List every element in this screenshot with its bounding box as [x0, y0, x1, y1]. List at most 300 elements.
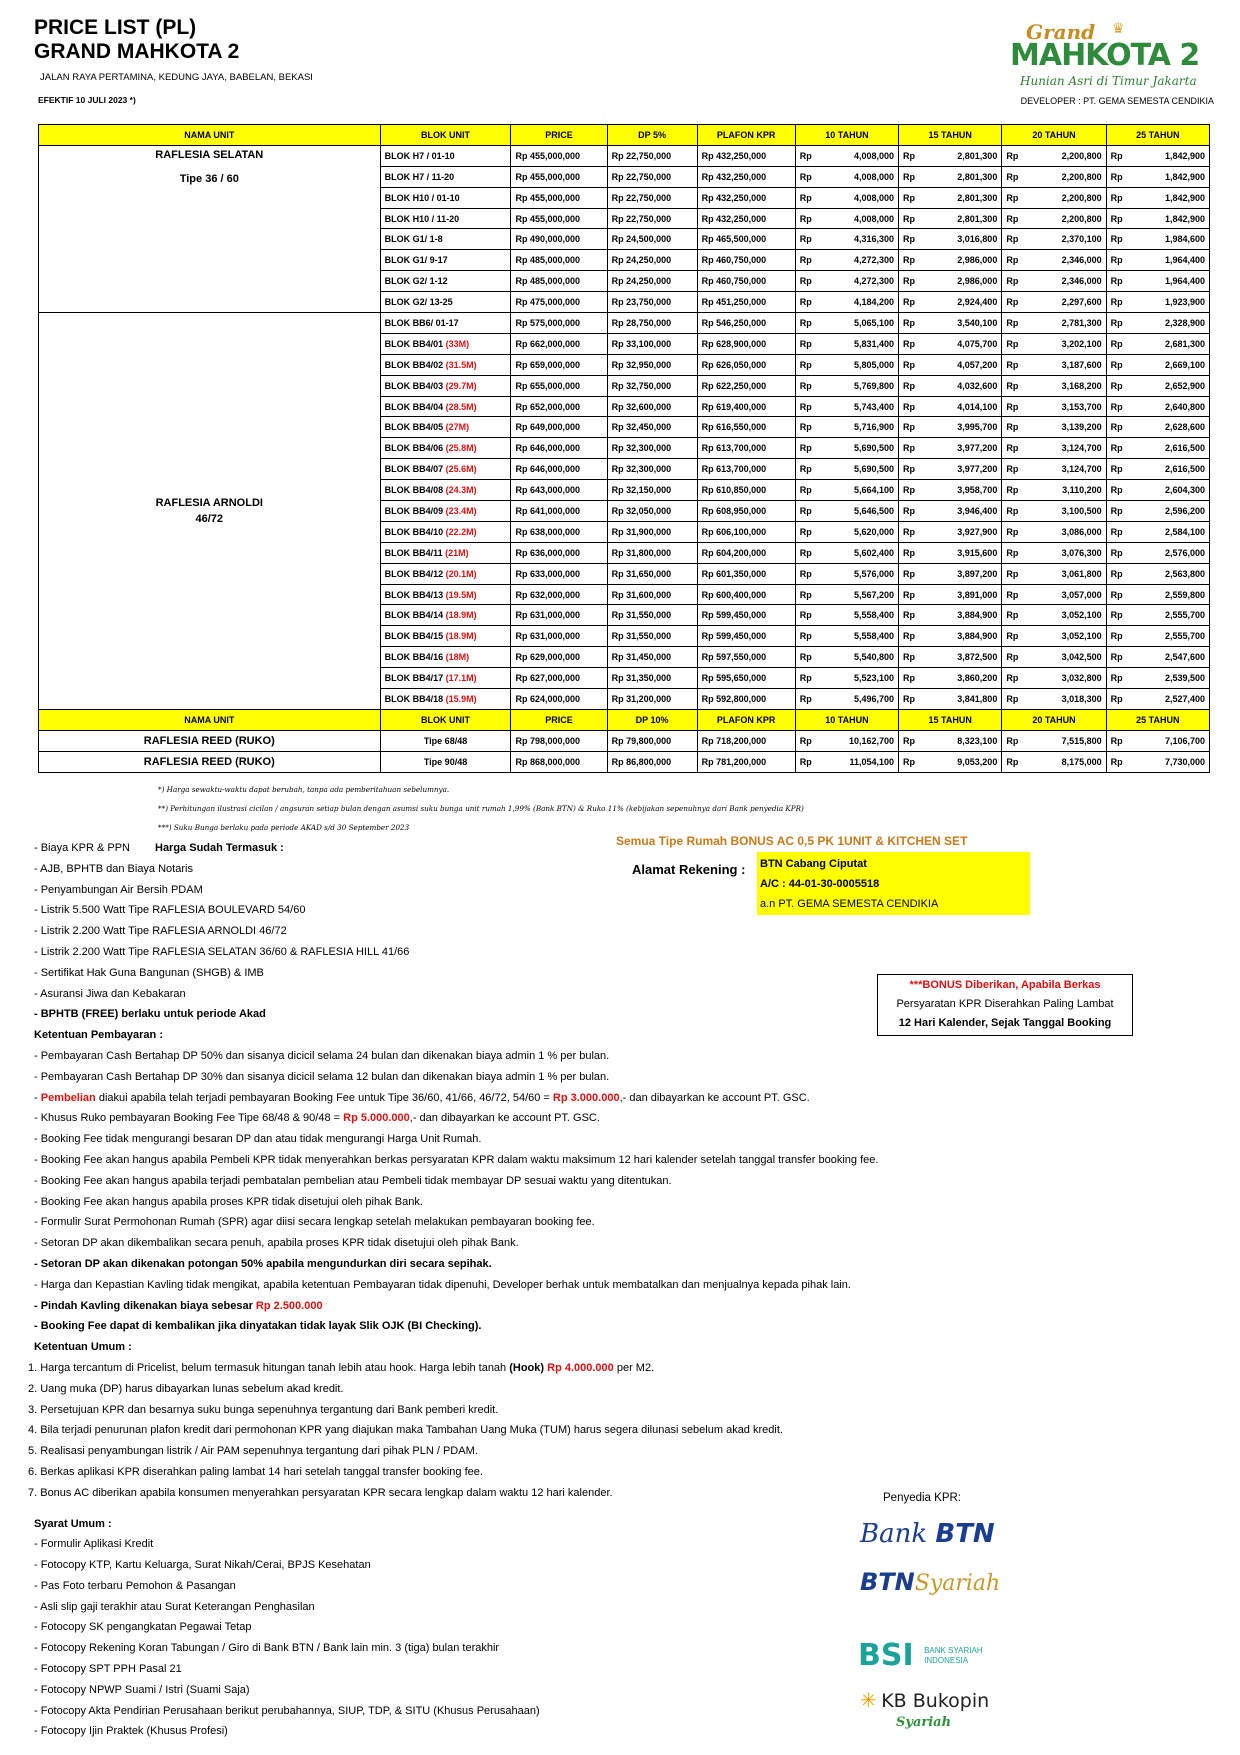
installment-cell — [1002, 375, 1106, 396]
term-text: 1. Harga tercantum di Pricelist, belum termasuk hitungan tanah lebih atau hook. Harga lebih tanah — [28, 1361, 510, 1374]
currency-label: Rp — [1110, 150, 1123, 161]
currency-label: Rp — [1110, 464, 1123, 475]
installment-value: 5,690,500 — [854, 464, 895, 475]
installment-value: 2,781,300 — [1061, 317, 1102, 328]
dp-cell: Rp 31,200,000 — [607, 689, 697, 710]
plafon-cell: Rp 432,250,000 — [697, 187, 795, 208]
installment-value: 4,008,000 — [854, 171, 895, 182]
price-cell: Rp 485,000,000 — [511, 271, 607, 292]
installment-cell — [899, 333, 1002, 354]
installment-cell — [899, 208, 1002, 229]
installment-value: 4,184,200 — [854, 297, 895, 308]
term-text: diakui apabila telah terjadi pembayaran Booking Fee untuk Tipe 36/60, 41/66, 46/72, 54/60 = — [95, 1091, 553, 1104]
blok-note: (23.4M) — [445, 505, 477, 516]
developer: DEVELOPER : PT. GEMA SEMESTA CENDIKIA — [1020, 96, 1214, 106]
installment-cell — [899, 751, 1002, 772]
installment-cell — [795, 730, 898, 751]
unit-type: 46/72 — [195, 512, 224, 525]
currency-label: Rp — [799, 505, 812, 516]
currency-label: Rp — [1006, 422, 1019, 433]
currency-label: Rp — [903, 735, 916, 746]
installment-cell — [1106, 187, 1209, 208]
account-holder: a.n PT. GEMA SEMESTA CENDIKIA — [760, 898, 939, 910]
installment-value: 2,596,200 — [1164, 505, 1205, 516]
bsi-line-2: INDONESIA — [924, 1655, 969, 1665]
included-item: - Listrik 2.200 Watt Tipe RAFLESIA ARNOLDI 46/72 — [34, 925, 287, 938]
currency-label: Rp — [1006, 610, 1019, 621]
currency-label: Rp — [903, 338, 916, 349]
installment-value: 2,200,800 — [1061, 213, 1102, 224]
btn-word: BTN — [860, 1568, 915, 1596]
dp-cell: Rp 31,450,000 — [607, 647, 697, 668]
currency-label: Rp — [1110, 505, 1123, 516]
column-header: PRICE — [511, 709, 607, 730]
dp-cell: Rp 22,750,000 — [607, 208, 697, 229]
currency-label: Rp — [1006, 756, 1019, 767]
general-term: 6. Berkas aplikasi KPR diserahkan paling lambat 14 hari setelah tanggal transfer booking fee. — [28, 1465, 483, 1478]
currency-label: Rp — [1006, 401, 1019, 412]
blok-unit: BLOK BB4/08 — [384, 485, 444, 496]
dp-cell: Rp 86,800,000 — [607, 751, 697, 772]
installment-cell — [1002, 229, 1106, 250]
payment-term: - Formulir Surat Permohonan Rumah (SPR) agar diisi secara lengkap setelah melakukan pembayaran booking fee. — [34, 1216, 595, 1229]
currency-label: Rp — [903, 276, 916, 287]
requirement-item: - Fotocopy Ijin Praktek (Khusus Profesi) — [34, 1725, 228, 1738]
term-prefix: - — [34, 1091, 41, 1104]
installment-cell — [1002, 605, 1106, 626]
plafon-cell: Rp 606,100,000 — [697, 521, 795, 542]
installment-value: 1,964,400 — [1164, 255, 1205, 266]
installment-value: 7,106,700 — [1164, 735, 1205, 746]
installment-cell — [899, 396, 1002, 417]
installment-cell — [1002, 166, 1106, 187]
installment-value: 5,620,000 — [854, 526, 895, 537]
installment-value: 5,558,400 — [854, 610, 895, 621]
price-cell: Rp 455,000,000 — [511, 145, 607, 166]
plafon-cell: Rp 460,750,000 — [697, 250, 795, 271]
installment-value: 3,086,000 — [1061, 526, 1102, 537]
plafon-cell: Rp 600,400,000 — [697, 584, 795, 605]
blok-unit-cell — [380, 333, 511, 354]
currency-label: Rp — [903, 255, 916, 266]
installment-value: 3,016,800 — [957, 234, 998, 245]
blok-unit-cell — [380, 417, 511, 438]
plafon-cell: Rp 616,550,000 — [697, 417, 795, 438]
payment-term: - Booking Fee tidak mengurangi besaran DP dan atau tidak mengurangi Harga Unit Rumah. — [34, 1133, 482, 1146]
installment-cell — [1106, 626, 1209, 647]
installment-value: 4,008,000 — [854, 213, 895, 224]
plafon-cell: Rp 626,050,000 — [697, 354, 795, 375]
included-item: - Sertifikat Hak Guna Bangunan (SHGB) & IMB — [34, 966, 264, 979]
currency-label: Rp — [799, 213, 812, 224]
installment-value: 3,057,000 — [1061, 589, 1102, 600]
logo-mahkota: MAHKOTA 2 — [1010, 38, 1200, 73]
installment-cell — [1106, 668, 1209, 689]
installment-value: 5,664,100 — [854, 485, 895, 496]
installment-cell — [1002, 313, 1106, 334]
general-term: 3. Persetujuan KPR dan besarnya suku bunga sepenuhnya tergantung dari Bank pemberi kredit. — [28, 1403, 499, 1416]
currency-label: Rp — [903, 213, 916, 224]
harga-sudah-termasuk: Harga Sudah Termasuk : — [155, 842, 284, 854]
blok-unit: BLOK H10 / 11-20 — [384, 213, 460, 224]
blok-unit: BLOK BB4/12 — [384, 568, 444, 579]
blok-note: (29.7M) — [445, 380, 477, 391]
installment-value: 3,995,700 — [957, 422, 998, 433]
installment-cell — [795, 187, 898, 208]
currency-label: Rp — [799, 485, 812, 496]
price-cell: Rp 455,000,000 — [511, 166, 607, 187]
crown-icon: ♛ — [1112, 20, 1125, 36]
bonus-conditions-box — [877, 974, 1133, 1036]
plafon-cell: Rp 613,700,000 — [697, 459, 795, 480]
installment-value: 2,555,700 — [1164, 631, 1205, 642]
currency-label: Rp — [1110, 401, 1123, 412]
price-cell: Rp 636,000,000 — [511, 542, 607, 563]
plafon-cell: Rp 599,450,000 — [697, 626, 795, 647]
price-cell: Rp 646,000,000 — [511, 459, 607, 480]
payment-term: - Setoran DP akan dikembalikan secara penuh, apabila proses KPR tidak disetujui oleh pihak Bank. — [34, 1237, 519, 1250]
installment-value: 5,831,400 — [854, 338, 895, 349]
currency-label: Rp — [1110, 234, 1123, 245]
installment-cell — [899, 292, 1002, 313]
blok-unit-cell — [380, 375, 511, 396]
installment-value: 3,153,700 — [1061, 401, 1102, 412]
plafon-cell: Rp 718,200,000 — [697, 730, 795, 751]
dp-cell: Rp 32,150,000 — [607, 480, 697, 501]
blok-unit: BLOK BB4/15 — [384, 631, 444, 642]
installment-value: 5,690,500 — [854, 443, 895, 454]
currency-label: Rp — [1006, 589, 1019, 600]
blok-unit-cell — [380, 292, 511, 313]
installment-cell — [1106, 313, 1209, 334]
currency-label: Rp — [1006, 150, 1019, 161]
currency-label: Rp — [799, 401, 812, 412]
currency-label: Rp — [1110, 443, 1123, 454]
column-header: 15 TAHUN — [899, 709, 1002, 730]
plafon-cell: Rp 608,950,000 — [697, 501, 795, 522]
price-cell: Rp 455,000,000 — [511, 187, 607, 208]
installment-cell — [1106, 375, 1209, 396]
currency-label: Rp — [1006, 485, 1019, 496]
currency-label: Rp — [1110, 673, 1123, 684]
footnote-2: **) Perhitungan ilustrasi cicilan / angsuran setiap bulan dengan asumsi suku bunga unit rumah 1,99% (Bank BTN) & Ruko 11% (kebijakan sepenuhnya dari Bank penyedia KPR) — [158, 804, 804, 813]
installment-cell — [795, 145, 898, 166]
currency-label: Rp — [903, 359, 916, 370]
blok-note: (18.9M) — [445, 610, 477, 621]
blok-unit-cell — [380, 250, 511, 271]
plafon-cell: Rp 619,400,000 — [697, 396, 795, 417]
installment-cell — [899, 229, 1002, 250]
installment-value: 2,681,300 — [1164, 338, 1205, 349]
installment-cell — [795, 166, 898, 187]
installment-value: 3,202,100 — [1061, 338, 1102, 349]
dp-cell: Rp 32,950,000 — [607, 354, 697, 375]
kb-star-icon: ✳ — [860, 1690, 877, 1712]
blok-note: (28.5M) — [445, 401, 477, 412]
price-cell: Rp 475,000,000 — [511, 292, 607, 313]
blok-unit-cell — [380, 187, 511, 208]
currency-label: Rp — [1110, 610, 1123, 621]
installment-value: 7,730,000 — [1164, 756, 1205, 767]
installment-cell — [899, 250, 1002, 271]
installment-cell — [1106, 689, 1209, 710]
installment-value: 5,558,400 — [854, 631, 895, 642]
installment-cell — [899, 730, 1002, 751]
installment-cell — [1106, 459, 1209, 480]
currency-label: Rp — [903, 297, 916, 308]
installment-cell — [1106, 166, 1209, 187]
installment-value: 2,801,300 — [957, 192, 998, 203]
installment-cell — [1106, 501, 1209, 522]
currency-label: Rp — [1110, 631, 1123, 642]
plafon-cell: Rp 432,250,000 — [697, 208, 795, 229]
currency-label: Rp — [799, 464, 812, 475]
installment-value: 4,008,000 — [854, 192, 895, 203]
installment-cell — [1002, 563, 1106, 584]
blok-unit-cell — [380, 459, 511, 480]
currency-label: Rp — [1006, 464, 1019, 475]
installment-cell — [1002, 480, 1106, 501]
installment-value: 1,842,900 — [1164, 192, 1205, 203]
payment-term: - Setoran DP akan dikenakan potongan 50% apabila mengundurkan diri secara sepihak. — [34, 1257, 492, 1270]
price-cell: Rp 652,000,000 — [511, 396, 607, 417]
currency-label: Rp — [1006, 568, 1019, 579]
currency-label: Rp — [903, 693, 916, 704]
installment-cell — [899, 417, 1002, 438]
btn-word: BTN — [935, 1519, 995, 1549]
blok-unit-cell — [380, 647, 511, 668]
unit-name-cell: RAFLESIA REED (RUKO) — [39, 751, 381, 772]
effective-date: EFEKTIF 10 JULI 2023 *) — [38, 95, 136, 105]
dp-cell: Rp 31,650,000 — [607, 563, 697, 584]
plafon-cell: Rp 451,250,000 — [697, 292, 795, 313]
blok-unit: BLOK G1/ 9-17 — [384, 255, 448, 266]
installment-cell — [795, 396, 898, 417]
plafon-cell: Rp 432,250,000 — [697, 166, 795, 187]
dp-cell: Rp 22,750,000 — [607, 145, 697, 166]
installment-cell — [899, 313, 1002, 334]
payment-term: - Booking Fee akan hangus apabila Pembeli KPR tidak menyerahkan berkas persyaratan KPR dalam waktu maksimum 12 hari kalender setelah tanggal transfer booking fee. — [34, 1153, 879, 1166]
currency-label: Rp — [903, 401, 916, 412]
installment-cell — [1106, 250, 1209, 271]
installment-cell — [899, 187, 1002, 208]
dp-cell: Rp 31,550,000 — [607, 626, 697, 647]
installment-cell — [1002, 417, 1106, 438]
installment-value: 11,054,100 — [849, 756, 895, 767]
title-price-list: PRICE LIST (PL) — [34, 16, 197, 39]
currency-label: Rp — [1110, 526, 1123, 537]
general-term: 4. Bila terjadi penurunan plafon kredit dari permohonan KPR yang diajukan maka Tambahan Uang Muka (TUM) harus segera dilunasi sebelum akad kredit. — [28, 1424, 783, 1437]
installment-cell — [1002, 626, 1106, 647]
installment-value: 5,576,000 — [854, 568, 895, 579]
bsi-text — [924, 1646, 983, 1666]
requirement-item: - Fotocopy Rekening Koran Tabungan / Giro di Bank BTN / Bank lain min. 3 (tiga) bulan terakhir — [34, 1642, 500, 1655]
price-cell: Rp 485,000,000 — [511, 250, 607, 271]
blok-unit: BLOK BB4/09 — [384, 505, 444, 516]
currency-label: Rp — [903, 505, 916, 516]
installment-cell — [899, 438, 1002, 459]
price-cell: Rp 649,000,000 — [511, 417, 607, 438]
currency-label: Rp — [1006, 505, 1019, 516]
installment-value: 5,716,900 — [854, 422, 895, 433]
currency-label: Rp — [1110, 192, 1123, 203]
currency-label: Rp — [1006, 359, 1019, 370]
bank-word: Bank — [860, 1519, 928, 1549]
currency-label: Rp — [903, 150, 916, 161]
installment-value: 1,964,400 — [1164, 276, 1205, 287]
blok-unit-cell — [380, 542, 511, 563]
blok-unit: BLOK BB4/04 — [384, 401, 444, 412]
currency-label: Rp — [799, 693, 812, 704]
installment-cell — [795, 313, 898, 334]
installment-value: 2,640,800 — [1164, 401, 1205, 412]
plafon-cell: Rp 622,250,000 — [697, 375, 795, 396]
installment-cell — [1002, 396, 1106, 417]
installment-cell — [1106, 605, 1209, 626]
blok-unit-cell — [380, 354, 511, 375]
currency-label: Rp — [799, 234, 812, 245]
installment-value: 2,370,100 — [1061, 234, 1102, 245]
column-header: NAMA UNIT — [39, 125, 381, 146]
installment-value: 2,801,300 — [957, 213, 998, 224]
bonus-ac-banner: Semua Tipe Rumah BONUS AC 0,5 PK 1UNIT & KITCHEN SET — [616, 834, 968, 848]
bank-btn-logo — [860, 1519, 995, 1549]
currency-label: Rp — [799, 568, 812, 579]
plafon-cell: Rp 465,500,000 — [697, 229, 795, 250]
installment-value: 3,891,000 — [957, 589, 998, 600]
blok-note: (27M) — [445, 422, 470, 433]
plafon-cell: Rp 613,700,000 — [697, 438, 795, 459]
currency-label: Rp — [799, 359, 812, 370]
installment-cell — [795, 647, 898, 668]
installment-cell — [1106, 584, 1209, 605]
currency-label: Rp — [903, 547, 916, 558]
blok-unit-cell — [380, 229, 511, 250]
installment-value: 3,187,600 — [1061, 359, 1102, 370]
installment-value: 10,162,700 — [849, 735, 895, 746]
blok-unit: BLOK G2/ 1-12 — [384, 276, 448, 287]
installment-value: 4,272,300 — [854, 255, 895, 266]
installment-cell — [795, 584, 898, 605]
currency-label: Rp — [1110, 297, 1123, 308]
column-header: 20 TAHUN — [1002, 709, 1106, 730]
installment-value: 2,986,000 — [957, 276, 998, 287]
currency-label: Rp — [1006, 171, 1019, 182]
unit-name: RAFLESIA SELATAN — [155, 148, 264, 161]
installment-cell — [899, 647, 1002, 668]
payment-term: - Pembayaran Cash Bertahap DP 50% dan sisanya dicicil selama 24 bulan dan dikenakan biaya admin 1 % per bulan. — [34, 1049, 610, 1062]
blok-unit: BLOK H7 / 11-20 — [384, 171, 455, 182]
installment-value: 4,316,300 — [854, 234, 895, 245]
blok-unit-cell — [380, 584, 511, 605]
currency-label: Rp — [903, 568, 916, 579]
currency-label: Rp — [1006, 526, 1019, 537]
included-item: - Biaya KPR & PPN — [34, 842, 130, 854]
currency-label: Rp — [903, 485, 916, 496]
installment-cell — [1002, 730, 1106, 751]
installment-value: 3,042,500 — [1061, 652, 1102, 663]
installment-cell — [1106, 396, 1209, 417]
footnotes — [158, 780, 804, 837]
installment-cell — [1002, 145, 1106, 166]
installment-value: 3,977,200 — [957, 443, 998, 454]
installment-value: 3,897,200 — [957, 568, 998, 579]
currency-label: Rp — [1110, 359, 1123, 370]
price-cell: Rp 655,000,000 — [511, 375, 607, 396]
general-term: 2. Uang muka (DP) harus dibayarkan lunas sebelum akad kredit. — [28, 1382, 344, 1395]
installment-value: 1,842,900 — [1164, 213, 1205, 224]
blok-note: (21M) — [445, 547, 469, 558]
dp-cell: Rp 32,750,000 — [607, 375, 697, 396]
column-header: DP 10% — [607, 709, 697, 730]
blok-unit-cell — [380, 166, 511, 187]
installment-cell — [899, 521, 1002, 542]
included-item: - Asuransi Jiwa dan Kebakaran — [34, 987, 186, 1000]
currency-label: Rp — [799, 255, 812, 266]
included-item: - Listrik 5.500 Watt Tipe RAFLESIA BOULEVARD 54/60 — [34, 904, 306, 917]
installment-cell — [1002, 438, 1106, 459]
payment-term: - Booking Fee akan hangus apabila terjadi pembatalan pembelian atau Pembeli tidak membayar DP sesuai waktu yang ditentukan. — [34, 1174, 672, 1187]
installment-cell — [1002, 208, 1106, 229]
column-header: PRICE — [511, 125, 607, 146]
plafon-cell: Rp 460,750,000 — [697, 271, 795, 292]
installment-value: 2,616,500 — [1164, 443, 1205, 454]
installment-value: 1,842,900 — [1164, 150, 1205, 161]
currency-label: Rp — [799, 631, 812, 642]
currency-label: Rp — [903, 464, 916, 475]
installment-cell — [899, 605, 1002, 626]
table-row — [39, 313, 1210, 334]
table-row — [39, 145, 1210, 166]
blok-unit: BLOK H7 / 01-10 — [384, 150, 455, 161]
installment-value: 2,346,000 — [1061, 255, 1102, 266]
plafon-cell: Rp 597,550,000 — [697, 647, 795, 668]
account-number: A/C : 44-01-30-0005518 — [760, 878, 880, 890]
plafon-cell: Rp 432,250,000 — [697, 145, 795, 166]
installment-value: 2,604,300 — [1164, 485, 1205, 496]
price-cell: Rp 455,000,000 — [511, 208, 607, 229]
blok-note: (25.6M) — [445, 464, 477, 475]
installment-value: 2,576,000 — [1164, 547, 1205, 558]
dp-cell: Rp 31,600,000 — [607, 584, 697, 605]
installment-value: 2,924,400 — [957, 297, 998, 308]
blok-note: (22.2M) — [445, 526, 477, 537]
installment-value: 3,841,800 — [957, 693, 998, 704]
blok-unit: BLOK BB4/17 — [384, 673, 444, 684]
currency-label: Rp — [1006, 735, 1019, 746]
installment-cell — [795, 605, 898, 626]
bonus-line-1: ***BONUS Diberikan, Apabila Berkas — [909, 979, 1101, 991]
dp-cell: Rp 22,750,000 — [607, 166, 697, 187]
dp-cell: Rp 23,750,000 — [607, 292, 697, 313]
currency-label: Rp — [903, 652, 916, 663]
blok-unit-cell — [380, 396, 511, 417]
installment-value: 3,946,400 — [957, 505, 998, 516]
installment-value: 2,669,100 — [1164, 359, 1205, 370]
logo-tagline: Hunian Asri di Timur Jakarta — [1020, 74, 1197, 88]
plafon-cell: Rp 599,450,000 — [697, 605, 795, 626]
installment-cell — [899, 563, 1002, 584]
currency-label: Rp — [1006, 338, 1019, 349]
currency-label: Rp — [799, 297, 812, 308]
blok-unit: BLOK BB4/11 — [384, 547, 443, 558]
installment-value: 9,053,200 — [957, 756, 998, 767]
installment-cell — [795, 292, 898, 313]
blok-unit: BLOK BB6/ 01-17 — [384, 317, 459, 328]
installment-value: 1,984,600 — [1164, 234, 1205, 245]
installment-cell — [1106, 292, 1209, 313]
ruko-booking-amount: Rp 5.000.000 — [343, 1112, 410, 1125]
